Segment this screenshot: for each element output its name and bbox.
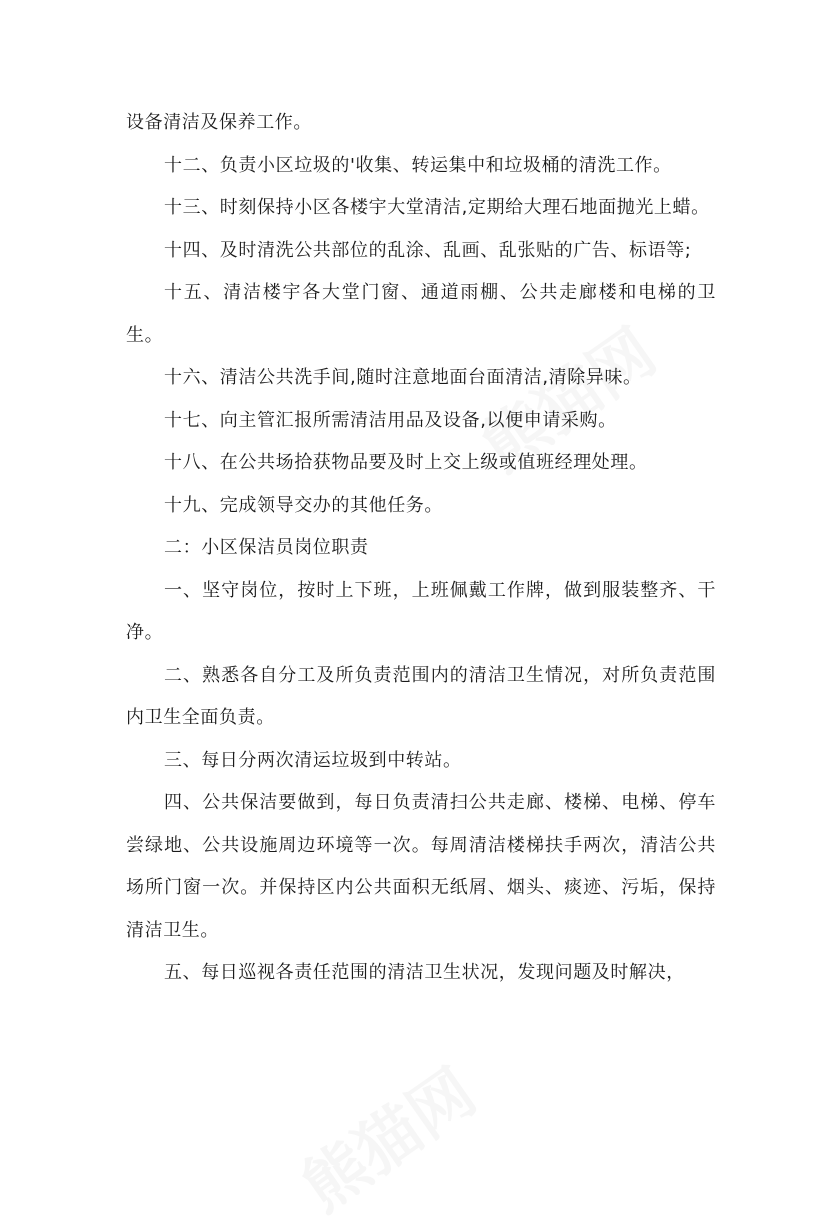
watermark	[281, 1043, 491, 1228]
paragraph: 二、熟悉各自分工及所负责范围内的清洁卫生情况，对所负责范围内卫生全面负责。	[126, 664, 716, 728]
document-body	[126, 102, 716, 995]
paragraph: 设备清洁及保养工作。	[126, 112, 312, 133]
paragraph: 十三、时刻保持小区各楼宇大堂清洁,定期给大理石地面抛光上蜡。	[164, 197, 710, 218]
paragraph: 十八、在公共场拾获物品要及时上交上级或值班经理处理。	[164, 452, 648, 473]
paragraph: 十七、向主管汇报所需清洁用品及设备,以便申请采购。	[164, 409, 617, 431]
paragraph: 十五、清洁楼宇各大堂门窗、通道雨棚、公共走廊楼和电梯的卫生。	[126, 282, 716, 346]
section-heading: 二：小区保洁员岗位职责	[164, 537, 369, 558]
paragraph: 十六、清洁公共洗手间,随时注意地面台面清洁,清除异味。	[164, 367, 642, 388]
paragraph: 一、坚守岗位，按时上下班，上班佩戴工作牌，做到服装整齐、干净。	[126, 579, 716, 643]
paragraph: 十九、完成领导交办的其他任务。	[164, 494, 443, 516]
paragraph: 三、每日分两次清运垃圾到中转站。	[164, 749, 462, 771]
paragraph: 十二、负责小区垃圾的'收集、转运集中和垃圾桶的清洗工作。	[164, 154, 672, 176]
paragraph: 五、每日巡视各责任范围的清洁卫生状况，发现问题及时解决，	[164, 962, 685, 983]
paragraph: 十四、及时清洗公共部位的乱涂、乱画、乱张贴的广告、标语等;	[164, 239, 692, 261]
paragraph: 四、公共保洁要做到，每日负责清扫公共走廊、楼梯、电梯、停车尝绿地、公共设施周边环境等一次。每周清洁楼梯扶手两次，清洁公共场所门窗一次。并保持区内公共面积无纸屑、烟头、痰迹、污垢，保持清洁卫生。	[126, 792, 716, 941]
